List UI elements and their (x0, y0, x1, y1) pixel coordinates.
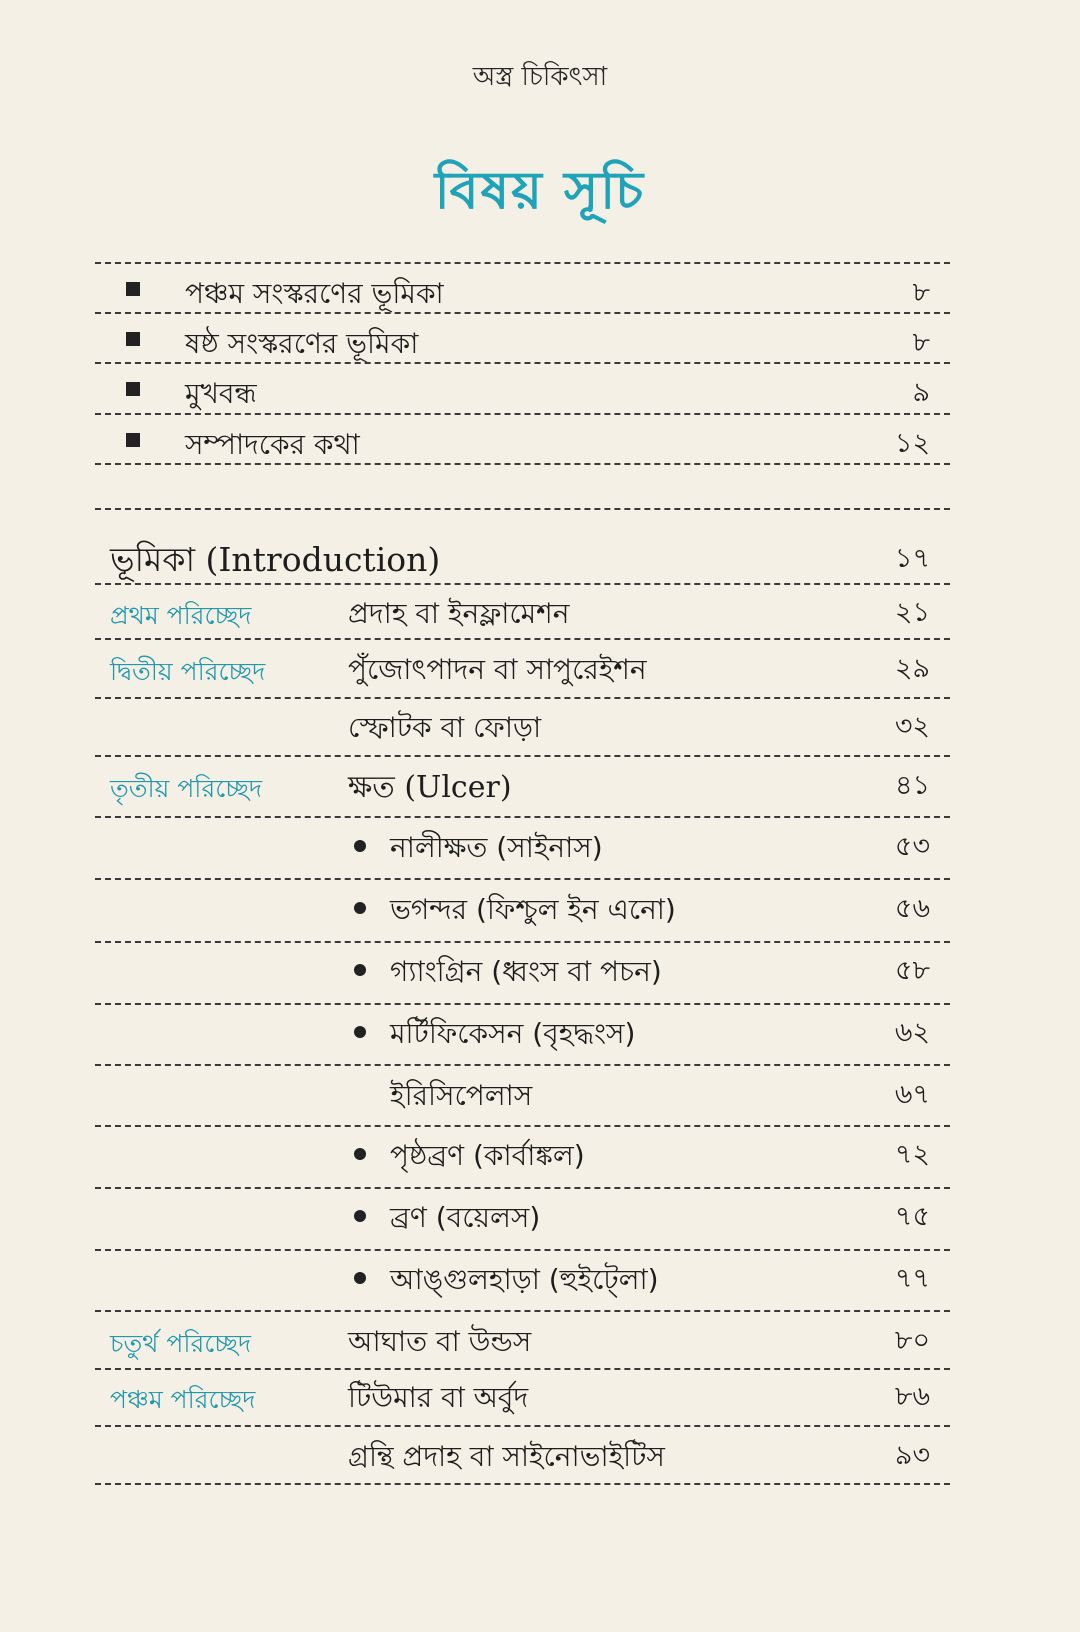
chapter-label: দ্বিতীয় পরিচ্ছেদ (110, 657, 266, 686)
page-number: ৭৭ (894, 1263, 930, 1294)
toc-row-abscess[interactable] (0, 698, 1080, 748)
page-number: ৮৬ (894, 1381, 930, 1412)
page-number: ৯ (912, 377, 930, 408)
toc-row-fistula[interactable] (0, 880, 1080, 930)
page-number: ৬২ (894, 1017, 930, 1048)
page-number: ৫৬ (894, 893, 930, 924)
toc-row-chapter-3[interactable] (0, 757, 1080, 807)
toc-topic: প্রদাহ বা ইনফ্লামেশন (348, 597, 570, 630)
toc-topic: আঙ্গুলহাড়া (হুইট্লো) (390, 1263, 659, 1296)
page-number: ৮ (912, 327, 930, 358)
toc-row-erysipelas[interactable] (0, 1066, 1080, 1116)
toc-row-introduction[interactable] (0, 530, 1080, 580)
page-number: ২৯ (894, 653, 930, 684)
toc-topic: আঘাত বা উন্ডস (348, 1325, 532, 1358)
toc-topic: ভগন্দর (ফিশ্চুল ইন এনো) (390, 893, 676, 926)
page-number: ১৭ (894, 543, 930, 574)
divider (95, 463, 950, 465)
toc-row-mortification[interactable] (0, 1004, 1080, 1054)
toc-row-synovitis[interactable] (0, 1427, 1080, 1477)
toc-topic: পৃষ্ঠব্রণ (কার্বাঙ্কল) (390, 1139, 585, 1172)
page-number: ৯৩ (894, 1440, 930, 1471)
page-number: ৭২ (894, 1139, 930, 1170)
toc-row-carbuncle[interactable] (0, 1126, 1080, 1176)
page-title: বিষয় সূচি (434, 161, 646, 221)
bullet-dot-icon (354, 1026, 366, 1038)
page-number: ৫৮ (894, 955, 930, 986)
toc-topic: পুঁজোৎপাদন বা সাপুরেইশন (348, 653, 647, 686)
toc-topic: নালীক্ষত (সাইনাস) (390, 831, 603, 864)
square-bullet-icon (126, 282, 140, 296)
chapter-label: পঞ্চম পরিচ্ছেদ (110, 1385, 256, 1414)
page-number: ৮ (912, 277, 930, 308)
toc-row-preface-3[interactable] (0, 364, 1080, 414)
page-number: ১২ (894, 428, 930, 459)
toc-topic: ব্রণ (বয়েলস) (390, 1201, 541, 1234)
toc-topic: টিউমার বা অর্বুদ (348, 1381, 529, 1414)
running-header: অস্ত্র চিকিৎসা (472, 62, 608, 92)
toc-row-chapter-2[interactable] (0, 640, 1080, 690)
toc-label: ভূমিকা (Introduction) (110, 540, 441, 579)
toc-label: সম্পাদকের কথা (185, 428, 360, 461)
toc-topic: ক্ষত (Ulcer) (348, 770, 512, 805)
toc-row-preface-2[interactable] (0, 314, 1080, 364)
bullet-dot-icon (354, 964, 366, 976)
toc-row-preface-1[interactable] (0, 264, 1080, 314)
toc-topic: স্ফোটক বা ফোড়া (348, 711, 542, 744)
toc-label: ষষ্ঠ সংস্করণের ভূমিকা (185, 327, 419, 360)
square-bullet-icon (126, 382, 140, 396)
chapter-label: তৃতীয় পরিচ্ছেদ (110, 774, 263, 803)
bullet-dot-icon (354, 1210, 366, 1222)
toc-label: পঞ্চম সংস্করণের ভূমিকা (185, 277, 444, 310)
toc-row-whitlow[interactable] (0, 1250, 1080, 1300)
toc-topic: গ্যাংগ্রিন (ধ্বংস বা পচন) (390, 955, 662, 988)
toc-row-chapter-5[interactable] (0, 1368, 1080, 1418)
toc-topic: গ্রন্থি প্রদাহ বা সাইনোভাইটিস (348, 1440, 665, 1473)
square-bullet-icon (126, 433, 140, 447)
page-number: ৮০ (894, 1325, 930, 1356)
square-bullet-icon (126, 332, 140, 346)
bullet-dot-icon (354, 1272, 366, 1284)
page-number: ৪১ (894, 770, 930, 801)
divider (95, 1483, 950, 1485)
page-number: ৬৭ (894, 1079, 930, 1110)
toc-label: মুখবন্ধ (185, 377, 257, 410)
page-number: ২১ (894, 597, 930, 628)
toc-topic: ইরিসিপেলাস (390, 1079, 533, 1112)
bullet-dot-icon (354, 840, 366, 852)
toc-topic: মর্টিফিকেসন (বৃহদ্ধংস) (390, 1017, 636, 1050)
chapter-label: প্রথম পরিচ্ছেদ (110, 601, 252, 630)
chapter-label: চতুর্থ পরিচ্ছেদ (110, 1329, 252, 1358)
toc-row-boils[interactable] (0, 1188, 1080, 1238)
divider (95, 508, 950, 510)
page-number: ৫৩ (894, 831, 930, 862)
toc-row-preface-4[interactable] (0, 415, 1080, 465)
toc-row-sinus[interactable] (0, 818, 1080, 868)
page-number: ৩২ (894, 711, 930, 742)
toc-row-chapter-4[interactable] (0, 1312, 1080, 1362)
bullet-dot-icon (354, 1148, 366, 1160)
toc-row-chapter-1[interactable] (0, 584, 1080, 634)
toc-row-gangrene[interactable] (0, 942, 1080, 992)
page-number: ৭৫ (894, 1201, 930, 1232)
bullet-dot-icon (354, 902, 366, 914)
